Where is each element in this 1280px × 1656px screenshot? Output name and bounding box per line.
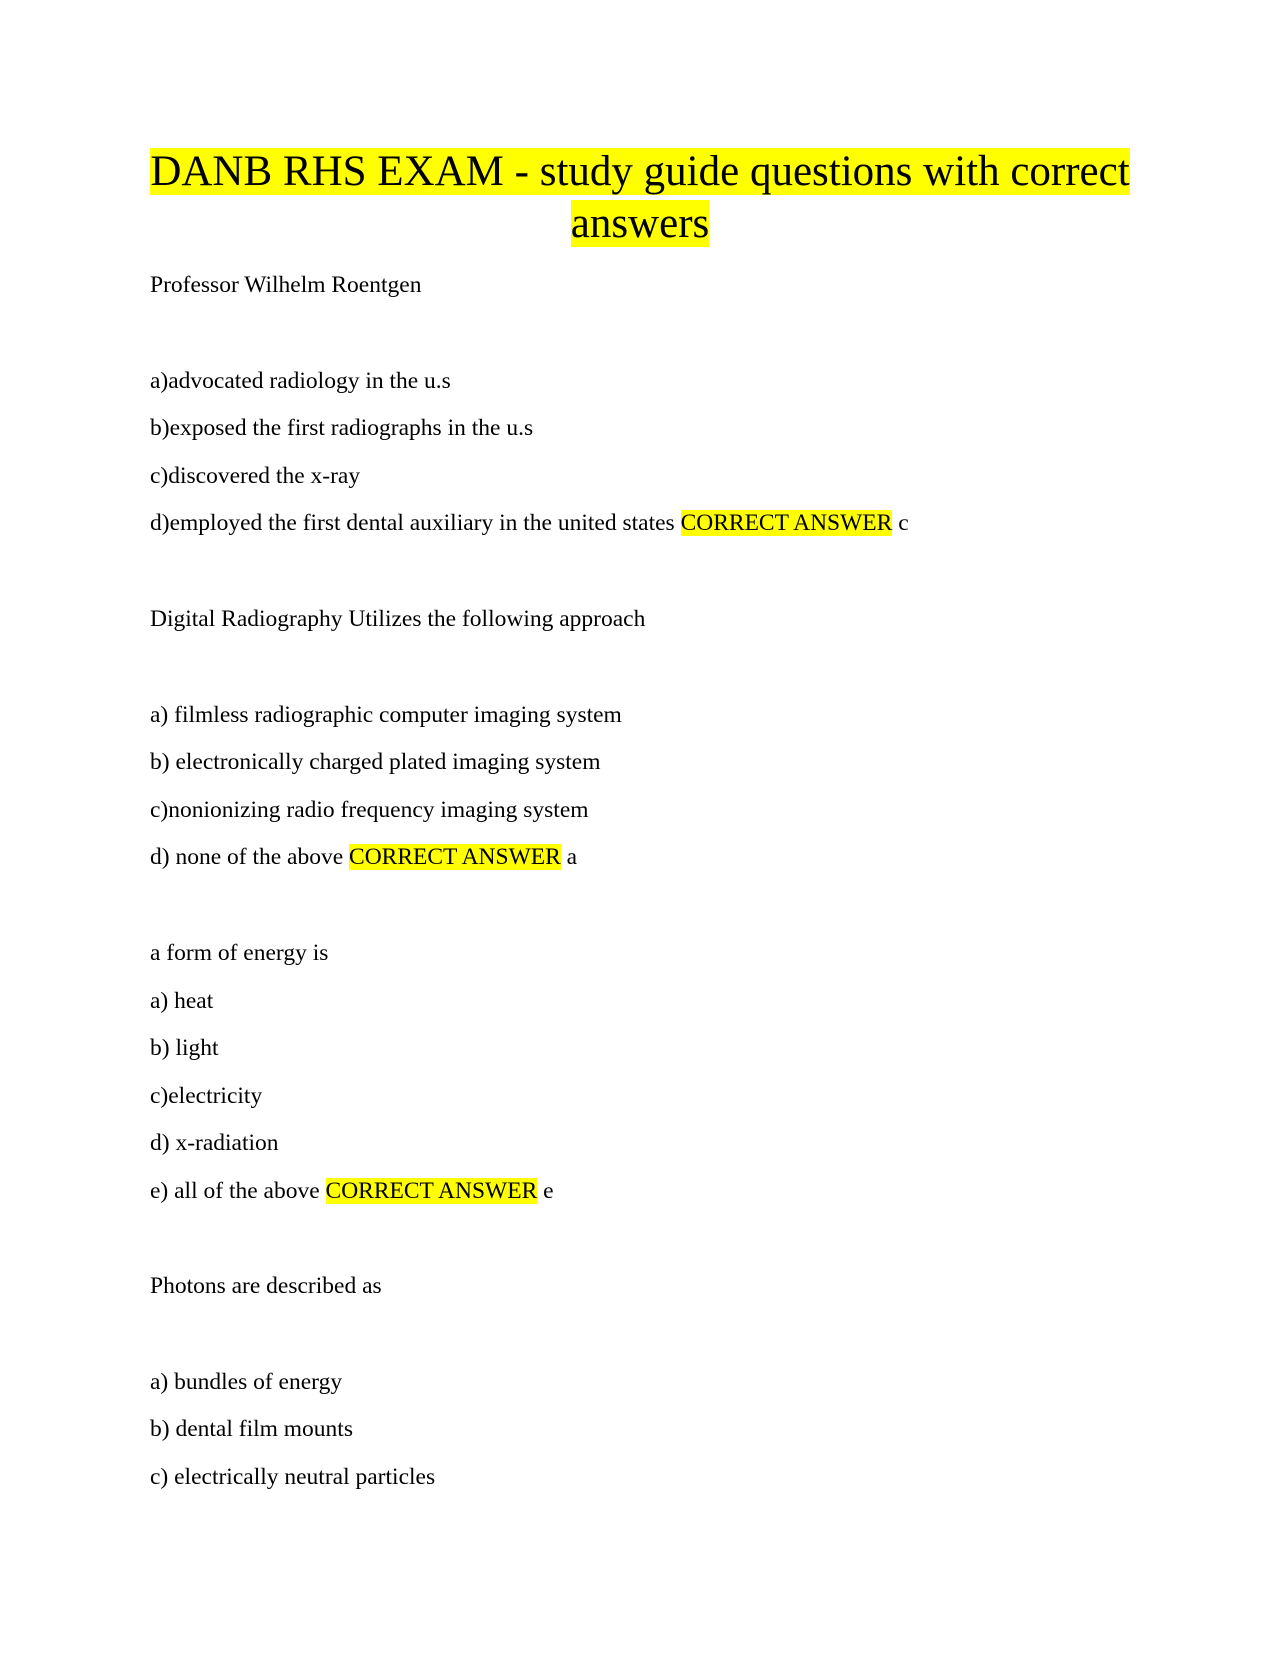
correct-answer-label: CORRECT ANSWER xyxy=(349,844,561,870)
question-2-answer: a xyxy=(566,844,578,870)
document-title xyxy=(150,146,1130,250)
question-3-prompt: a form of energy is xyxy=(150,940,329,966)
question-1-option-a: a)advocated radiology in the u.s xyxy=(150,368,451,394)
question-1-option-d: d)employed the first dental auxiliary in the united states xyxy=(150,510,675,536)
question-3-option-d: d) x-radiation xyxy=(150,1130,279,1156)
correct-answer-label: CORRECT ANSWER xyxy=(325,1178,538,1204)
question-1-option-b: b)exposed the first radiographs in the u.s xyxy=(150,415,534,441)
title-highlight: DANB RHS EXAM - study guide questions with correct answers xyxy=(150,148,1130,247)
question-3-option-c: c)electricity xyxy=(150,1083,263,1109)
question-1-option-c: c)discovered the x-ray xyxy=(150,463,361,489)
question-4-prompt: Photons are described as xyxy=(150,1273,382,1299)
question-2-option-d: d) none of the above xyxy=(150,844,344,870)
question-1-option-d-with-answer xyxy=(150,508,909,538)
question-4-option-a: a) bundles of energy xyxy=(150,1369,343,1395)
question-4-option-c: c) electrically neutral particles xyxy=(150,1464,436,1490)
question-2-option-c: c)nonionizing radio frequency imaging system xyxy=(150,797,589,823)
question-2-option-a: a) filmless radiographic computer imaging system xyxy=(150,702,622,728)
question-1-prompt: Professor Wilhelm Roentgen xyxy=(150,272,422,298)
question-2-option-b: b) electronically charged plated imaging system xyxy=(150,749,601,775)
question-2-prompt: Digital Radiography Utilizes the following approach xyxy=(150,606,646,632)
correct-answer-label: CORRECT ANSWER xyxy=(680,510,893,536)
question-3-answer: e xyxy=(543,1178,554,1204)
question-1-answer: c xyxy=(898,510,909,536)
question-3-option-b: b) light xyxy=(150,1035,219,1061)
question-2-option-d-with-answer xyxy=(150,842,577,872)
question-3-option-a: a) heat xyxy=(150,988,214,1014)
question-3-option-e-with-answer xyxy=(150,1176,554,1206)
question-3-option-e: e) all of the above xyxy=(150,1178,320,1204)
question-4-option-b: b) dental film mounts xyxy=(150,1416,353,1442)
